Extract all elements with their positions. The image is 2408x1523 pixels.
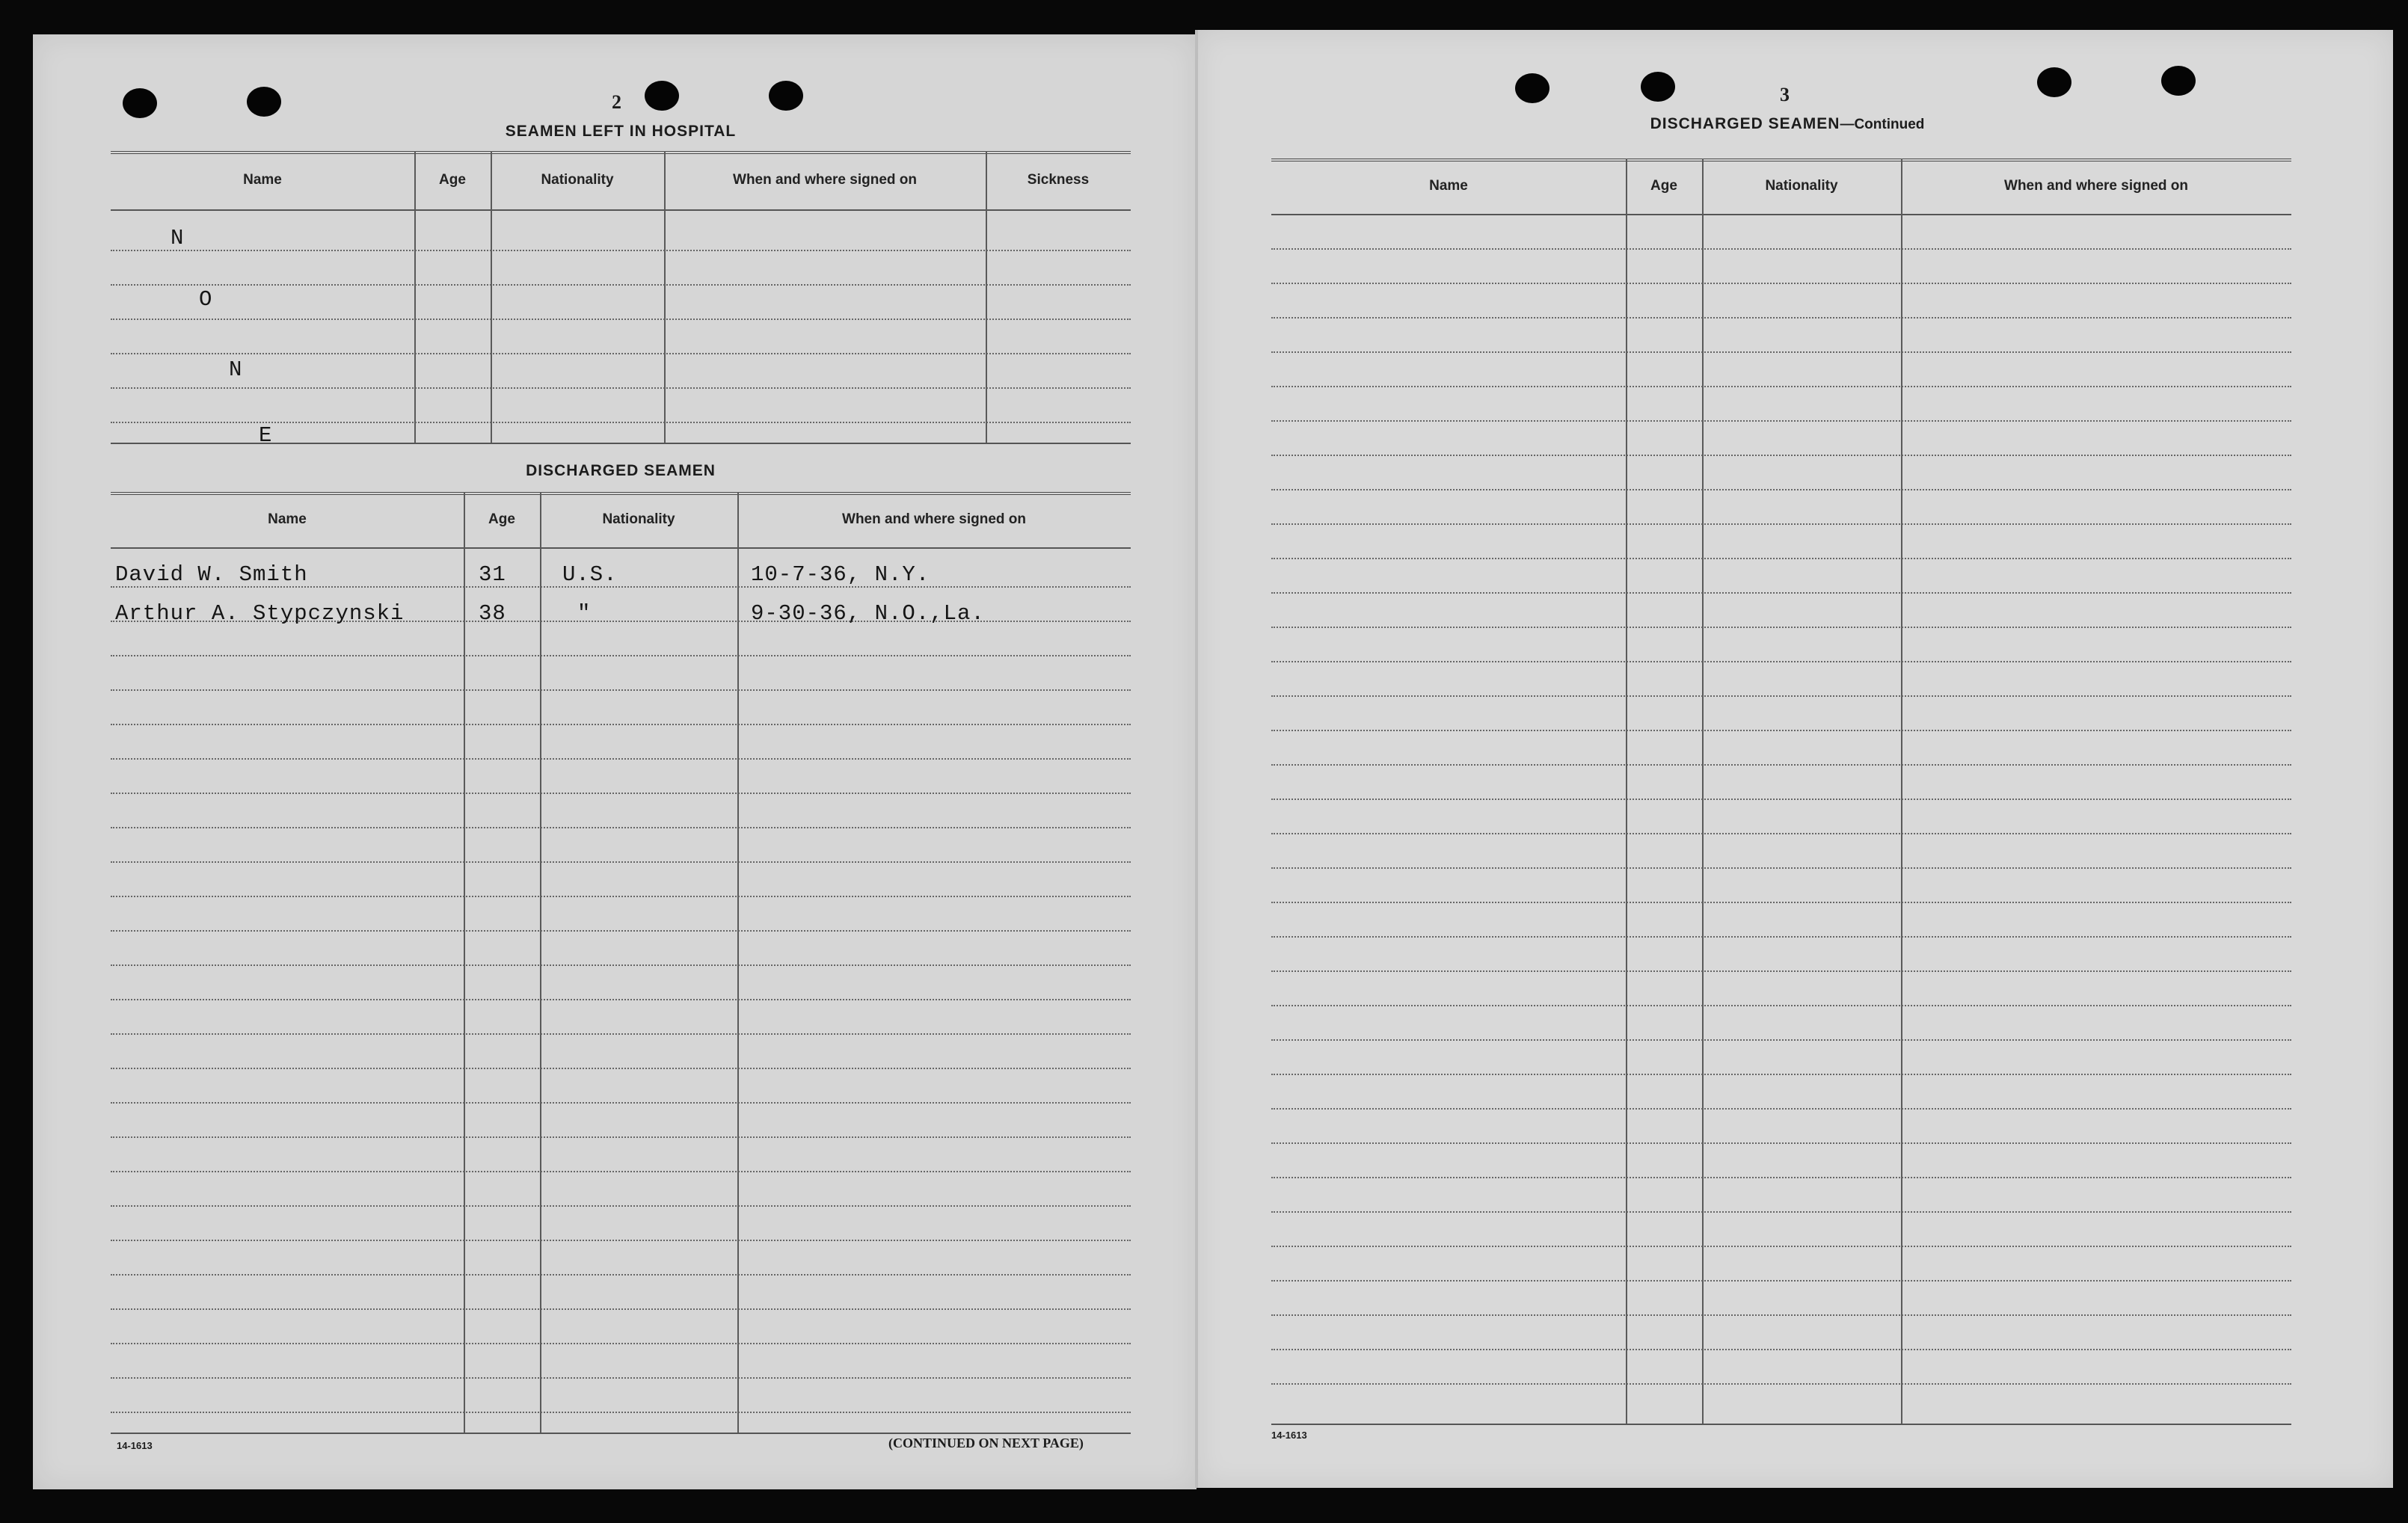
hospital-table xyxy=(111,151,1131,444)
hospital-section-title: SEAMEN LEFT IN HOSPITAL xyxy=(505,123,737,140)
page-fold xyxy=(1195,30,1198,1488)
column-header-name: Name xyxy=(268,511,307,527)
punch-hole xyxy=(123,88,157,118)
seaman-age: 38 xyxy=(479,601,506,626)
hospital-entry-letter: E xyxy=(259,423,273,448)
hospital-entry-letter: N xyxy=(229,357,243,382)
discharged-continued-table xyxy=(1271,159,2291,1425)
column-header-age: Age xyxy=(1650,178,1677,194)
discharged-continued-title xyxy=(1600,115,1974,133)
column-header-signed-on: When and where signed on xyxy=(733,172,917,188)
hospital-entry-letter: O xyxy=(199,287,213,312)
punch-hole xyxy=(769,81,803,111)
form-number: 14-1613 xyxy=(117,1440,153,1451)
discharged-table xyxy=(111,492,1131,1434)
column-header-signed-on: When and where signed on xyxy=(2004,178,2188,194)
page-number: 2 xyxy=(612,91,621,113)
seaman-nationality: U.S. xyxy=(562,562,618,587)
seaman-name: David W. Smith xyxy=(115,562,308,587)
punch-hole xyxy=(247,87,281,117)
punch-hole xyxy=(1641,72,1675,102)
column-header-nationality: Nationality xyxy=(541,172,614,188)
column-header-name: Name xyxy=(1429,178,1468,194)
seaman-age: 31 xyxy=(479,562,506,587)
punch-hole xyxy=(1515,73,1549,103)
page-number: 3 xyxy=(1780,84,1790,105)
seaman-nationality: " xyxy=(577,601,592,626)
column-header-age: Age xyxy=(439,172,466,188)
column-header-signed-on: When and where signed on xyxy=(842,511,1026,527)
column-header-nationality: Nationality xyxy=(1765,178,1838,194)
seaman-name: Arthur A. Stypczynski xyxy=(115,601,405,626)
title-suffix: —Continued xyxy=(1840,117,1925,132)
punch-hole xyxy=(2161,66,2196,96)
seaman-signed-on: 9-30-36, N.O.,La. xyxy=(751,601,985,626)
seaman-signed-on: 10-7-36, N.Y. xyxy=(751,562,930,587)
punch-hole xyxy=(2037,67,2071,97)
form-number: 14-1613 xyxy=(1271,1430,1307,1441)
column-header-nationality: Nationality xyxy=(602,511,675,527)
hospital-entry-letter: N xyxy=(171,226,185,250)
column-header-sickness: Sickness xyxy=(1027,172,1090,188)
discharged-section-title: DISCHARGED SEAMEN xyxy=(526,462,716,479)
title-main: DISCHARGED SEAMEN xyxy=(1650,115,1840,132)
continued-note: (CONTINUED ON NEXT PAGE) xyxy=(888,1436,1084,1450)
column-header-name: Name xyxy=(243,172,282,188)
column-header-age: Age xyxy=(488,511,515,527)
punch-hole xyxy=(645,81,679,111)
